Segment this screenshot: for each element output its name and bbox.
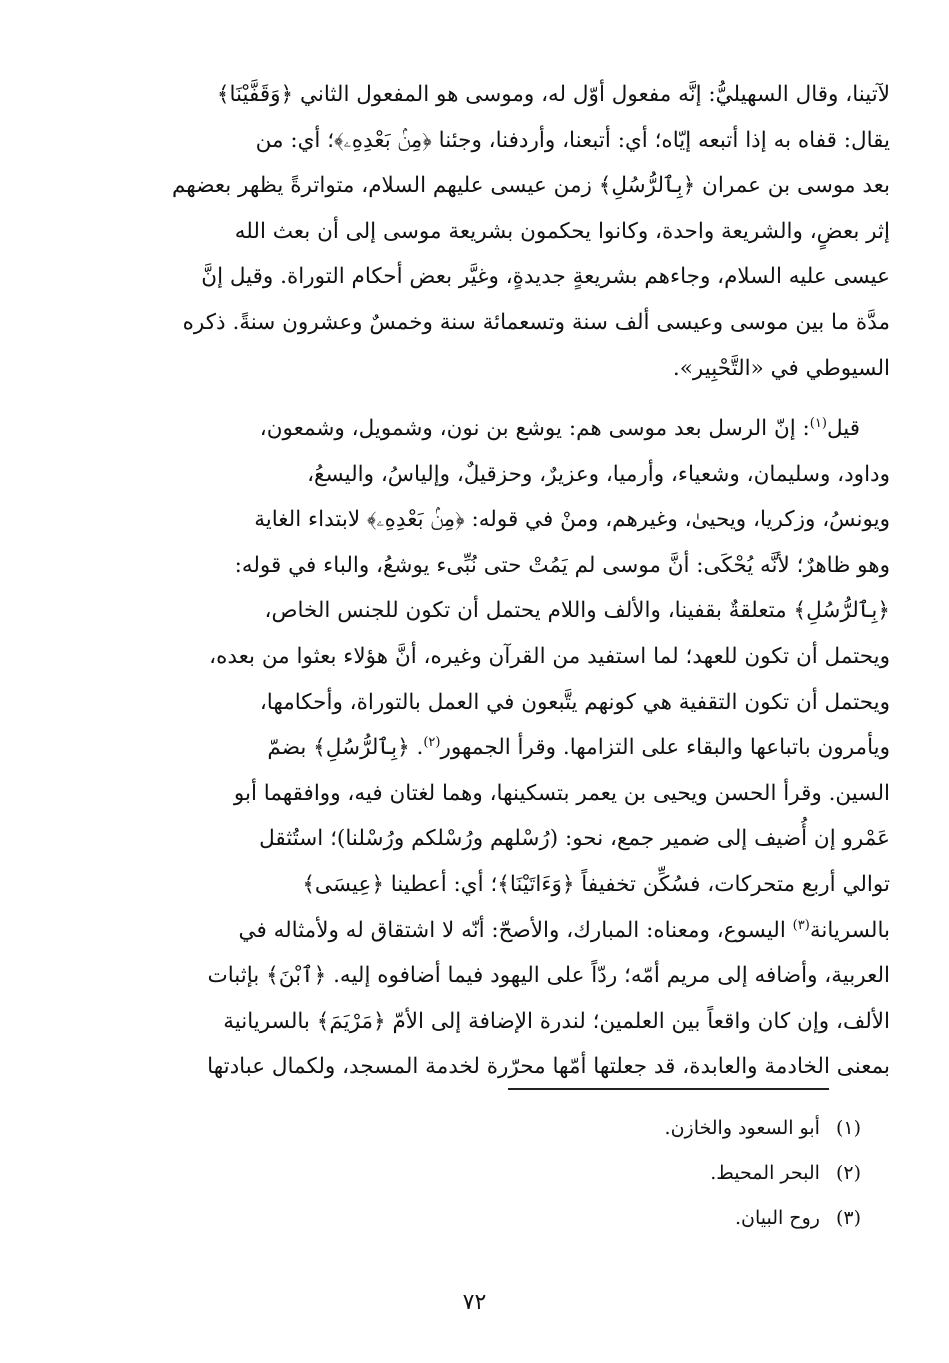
- text-line: عَمْرو إن أُضيف إلى ضمير جمع، نحو: (رُسْلهم ورُسْلكم ورُسْلنا)؛ استُثقل: [259, 826, 890, 852]
- footnote-number: (٢): [835, 1162, 861, 1184]
- footnote-text: أبو السعود والخازن.: [664, 1117, 820, 1139]
- paragraph-2: [66, 406, 890, 1090]
- text-line: مدَّة ما بين موسى وعيسى ألف سنة وتسعمائة سنة وخمسٌ وعشرون سنةً. ذكره: [182, 309, 890, 335]
- text-line: بمعنى الخادمة والعابدة، قد جعلتها أمّها محرّرة لخدمة المسجد، ولكمال عبادتها: [207, 1054, 890, 1080]
- text-line: توالي أربع متحركات، فسُكِّن تخفيفاً ﴿وَءَاتَيْنَا﴾؛ أي: أعطينا ﴿عِيسَى﴾: [302, 871, 890, 897]
- text-line: [66, 908, 890, 954]
- line-text: بالسريانة: [809, 917, 890, 943]
- text-line: ويونسُ، وزكريا، ويحيىٰ، وغيرهم، ومنْ في قوله: ﴿مِنۢ بَعْدِهِۦ﴾ لابتداء الغاية: [254, 507, 890, 533]
- text-line: وهو ظاهرٌ؛ لأنَّه يُحْكَى: أنَّ موسى لم يَمُتْ حتى نُبِّىء يوشعُ، والباء في قوله:: [234, 552, 890, 578]
- footnote-ref: (١): [809, 415, 827, 431]
- line-text-rest: . ﴿بِٱلرُّسُلِ﴾ بضمّ: [267, 735, 424, 761]
- footnote-divider: [508, 1088, 829, 1090]
- text-line: [66, 725, 890, 771]
- text-line: السيوطي في «التَّحْبِير».: [672, 355, 890, 381]
- text-line: عيسى عليه السلام، وجاءهم بشريعةٍ جديدةٍ، وغيَّر بعض أحكام التوراة. وقيل إنَّ: [201, 264, 890, 290]
- footnotes: [665, 1106, 861, 1241]
- footnote-number: (٣): [835, 1207, 861, 1229]
- paragraph-1: [66, 72, 890, 391]
- text-line: يقال: قفاه به إذا أتبعه إيّاه؛ أي: أتبعنا، وأردفنا، وجئنا ﴿مِنۢ بَعْدِهِۦ﴾؛ أي: من: [255, 127, 890, 153]
- footnote-ref: (٣): [792, 917, 810, 933]
- text-line: السين. وقرأ الحسن ويحيى بن يعمر بتسكينها، وهما لغتان فيه، ووافقهما أبو: [233, 780, 890, 806]
- text-line: ويحتمل أن تكون للعهد؛ لما استفيد من القرآن وغيره، أنَّ هؤلاء بعثوا من بعده،: [209, 643, 890, 669]
- footnote: [665, 1151, 861, 1196]
- text-line: [66, 406, 890, 452]
- line-text: ويأمرون باتباعها والبقاء على التزامها. وقرأ الجمهور: [440, 735, 890, 761]
- text-line: العربية، وأضافه إلى مريم أمّه؛ ردّاً على اليهود فيما أضافوه إليه. ﴿ٱبْنَ﴾ بإثبات: [207, 963, 890, 989]
- footnote-text: البحر المحيط.: [710, 1162, 820, 1184]
- text-line: إثر بعضٍ، والشريعة واحدة، وكانوا يحكمون بشريعة موسى إلى أن بعث الله: [234, 218, 890, 244]
- text-line: وداود، وسليمان، وشعياء، وأرميا، وعزيرٌ، وحزقيلٌ، وإلياسُ، واليسعُ،: [307, 461, 890, 487]
- text-line: ويحتمل أن تكون التقفية هي كونهم يتَّبعون في العمل بالتوراة، وأحكامها،: [259, 689, 890, 715]
- footnote-number: (١): [835, 1117, 861, 1139]
- line-text: قيل: [826, 416, 860, 441]
- footnote-ref: (٢): [423, 735, 441, 750]
- line-text-rest: اليسوع، ومعناه: المبارك، والأصحّ: أنّه لا اشتقاق له ولأمثاله في: [238, 917, 793, 943]
- text-line: ﴿بِٱلرُّسُلِ﴾ متعلقةٌ بقفينا، والألف واللام يحتمل أن تكون للجنس الخاص،: [264, 598, 890, 624]
- footnote: [665, 1196, 861, 1241]
- text-line: الألف، وإن كان واقعاً بين العلمين؛ لندرة الإضافة إلى الأمّ ﴿مَرْيَمَ﴾ بالسريانية: [223, 1008, 890, 1034]
- line-text-rest: : إنّ الرسل بعد موسى هم: يوشع بن نون، وشمويل، وشمعون،: [259, 416, 810, 441]
- footnote: [665, 1106, 861, 1151]
- footnote-text: روح البيان.: [734, 1207, 820, 1229]
- page-number: ٧٢: [462, 1290, 487, 1315]
- text-line: لآتينا، وقال السهيليُّ: إنَّه مفعول أوّل له، وموسى هو المفعول الثاني ﴿وَقَفَّيْنَا﴾: [216, 82, 890, 107]
- text-line: بعد موسى بن عمران ﴿بِٱلرُّسُلِ﴾ زمن عيسى عليهم السلام، متواترةً يظهر بعضهم: [171, 173, 890, 199]
